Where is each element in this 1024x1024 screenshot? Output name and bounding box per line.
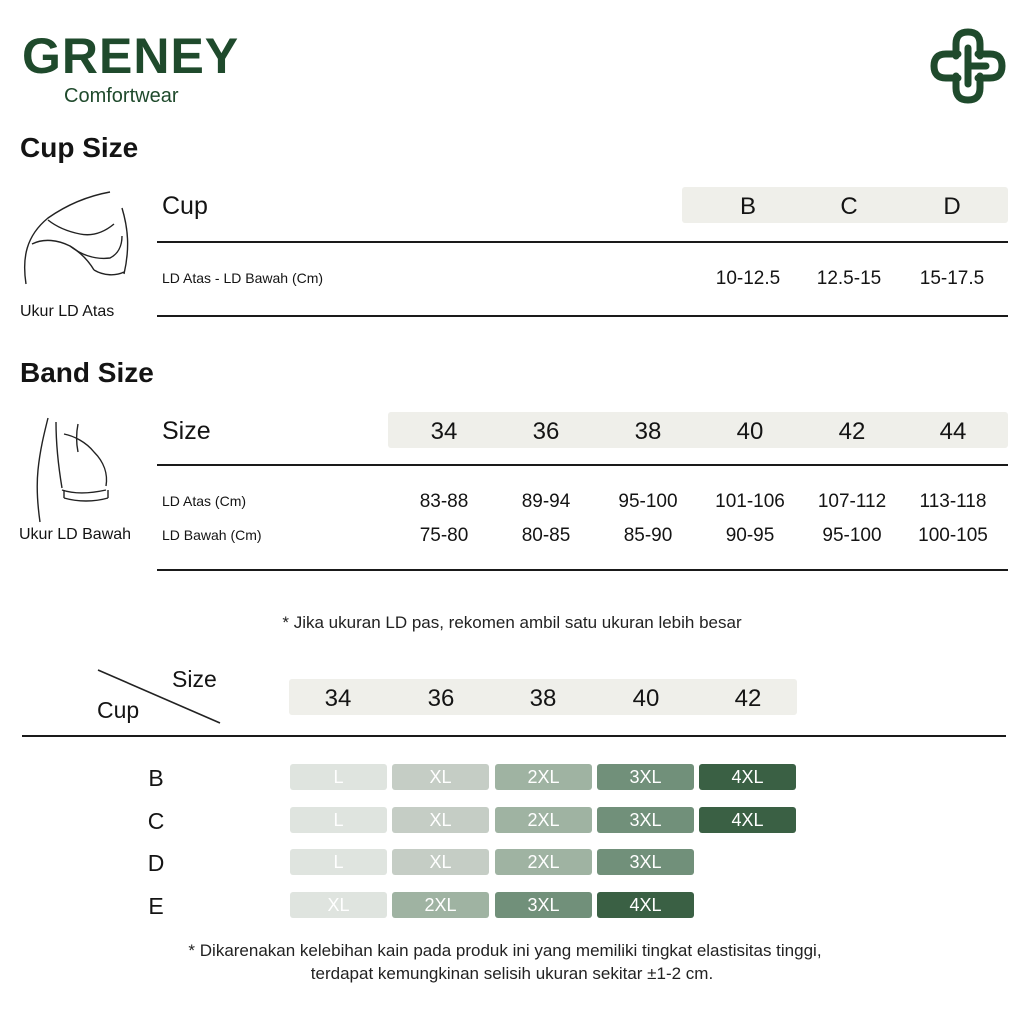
matrix-column-38: 38 (529, 685, 557, 712)
matrix-column-40: 40 (632, 685, 660, 712)
band-upper-34: 83-88 (419, 491, 469, 512)
size-tag: XL (290, 892, 387, 918)
cup-size-title: Cup Size (20, 132, 139, 163)
band-table-header-label: Size (162, 417, 211, 445)
cup-column-b: B (739, 193, 756, 220)
matrix-row-cup-b: B (148, 765, 164, 791)
size-tag: 3XL (597, 807, 694, 833)
brand-tagline: Comfortwear (64, 85, 179, 107)
matrix-column-42: 42 (734, 685, 762, 712)
band-header-divider (157, 464, 1008, 466)
cup-value-b: 10-12.5 (715, 268, 781, 289)
cup-row-label: LD Atas - LD Bawah (Cm) (162, 270, 324, 286)
matrix-header-divider (22, 735, 1006, 737)
matrix-column-34: 34 (324, 685, 352, 712)
cup-header-divider (157, 241, 1008, 243)
band-column-34: 34 (430, 418, 458, 445)
size-tag: 2XL (495, 764, 592, 790)
measure-upper-bust-illustration (18, 188, 134, 292)
band-column-40: 40 (736, 418, 764, 445)
band-column-42: 42 (838, 418, 866, 445)
matrix-cup-label: Cup (97, 697, 140, 723)
size-tag: L (290, 849, 387, 875)
matrix-size-label: Size (172, 666, 217, 692)
size-tag: XL (392, 849, 489, 875)
band-under-44: 100-105 (918, 525, 988, 546)
cup-value-c: 12.5-15 (816, 268, 882, 289)
band-upper-38: 95-100 (618, 491, 678, 512)
cup-table-header-label: Cup (162, 192, 208, 220)
size-tag: L (290, 807, 387, 833)
band-illustration-caption: Ukur LD Bawah (19, 526, 132, 543)
band-under-40: 90-95 (725, 525, 775, 546)
size-tag: 2XL (495, 849, 592, 875)
band-size-title: Band Size (20, 357, 154, 388)
size-tag: 4XL (699, 807, 796, 833)
cup-table-bottom-divider (157, 315, 1008, 317)
size-tag: 3XL (597, 849, 694, 875)
size-tag: 2XL (392, 892, 489, 918)
band-column-38: 38 (634, 418, 662, 445)
cup-column-c: C (840, 193, 858, 220)
size-tag: 4XL (597, 892, 694, 918)
band-upper-44: 113-118 (919, 491, 987, 512)
brand-name: GRENEY (22, 28, 240, 84)
size-tag: XL (392, 764, 489, 790)
band-column-36: 36 (532, 418, 560, 445)
cup-value-d: 15-17.5 (919, 268, 985, 289)
measure-under-bust-illustration (34, 414, 118, 524)
size-up-note: * Jika ukuran LD pas, rekomen ambil satu ukuran lebih besar (282, 613, 742, 632)
size-tag: XL (392, 807, 489, 833)
band-upper-42: 107-112 (817, 491, 887, 512)
band-under-42: 95-100 (822, 525, 882, 546)
size-tag: 2XL (495, 807, 592, 833)
band-under-38: 85-90 (623, 525, 673, 546)
matrix-row-cup-d: D (147, 850, 165, 876)
size-tag: 4XL (699, 764, 796, 790)
band-column-44: 44 (939, 418, 967, 445)
band-upper-40: 101-106 (715, 491, 785, 512)
band-under-34: 75-80 (419, 525, 469, 546)
cup-column-d: D (943, 193, 961, 220)
size-tag: 3XL (597, 764, 694, 790)
matrix-row-cup-c: C (147, 808, 165, 834)
size-tag: L (290, 764, 387, 790)
band-table-bottom-divider (157, 569, 1008, 571)
band-upper-36: 89-94 (521, 491, 571, 512)
clover-logo-icon (928, 26, 1008, 106)
band-under-36: 80-85 (521, 525, 571, 546)
elasticity-note-line2: terdapat kemungkinan selisih ukuran sekitar ±1-2 cm. (310, 964, 714, 983)
band-row-label-under: LD Bawah (Cm) (162, 527, 262, 543)
matrix-row-cup-e: E (148, 893, 164, 919)
band-row-label-upper: LD Atas (Cm) (162, 493, 247, 509)
cup-illustration-caption: Ukur LD Atas (20, 303, 115, 320)
elasticity-note-line1: * Dikarenakan kelebihan kain pada produk ini yang memiliki tingkat elastisitas tinggi, (188, 941, 822, 960)
size-tag: 3XL (495, 892, 592, 918)
matrix-column-36: 36 (427, 685, 455, 712)
